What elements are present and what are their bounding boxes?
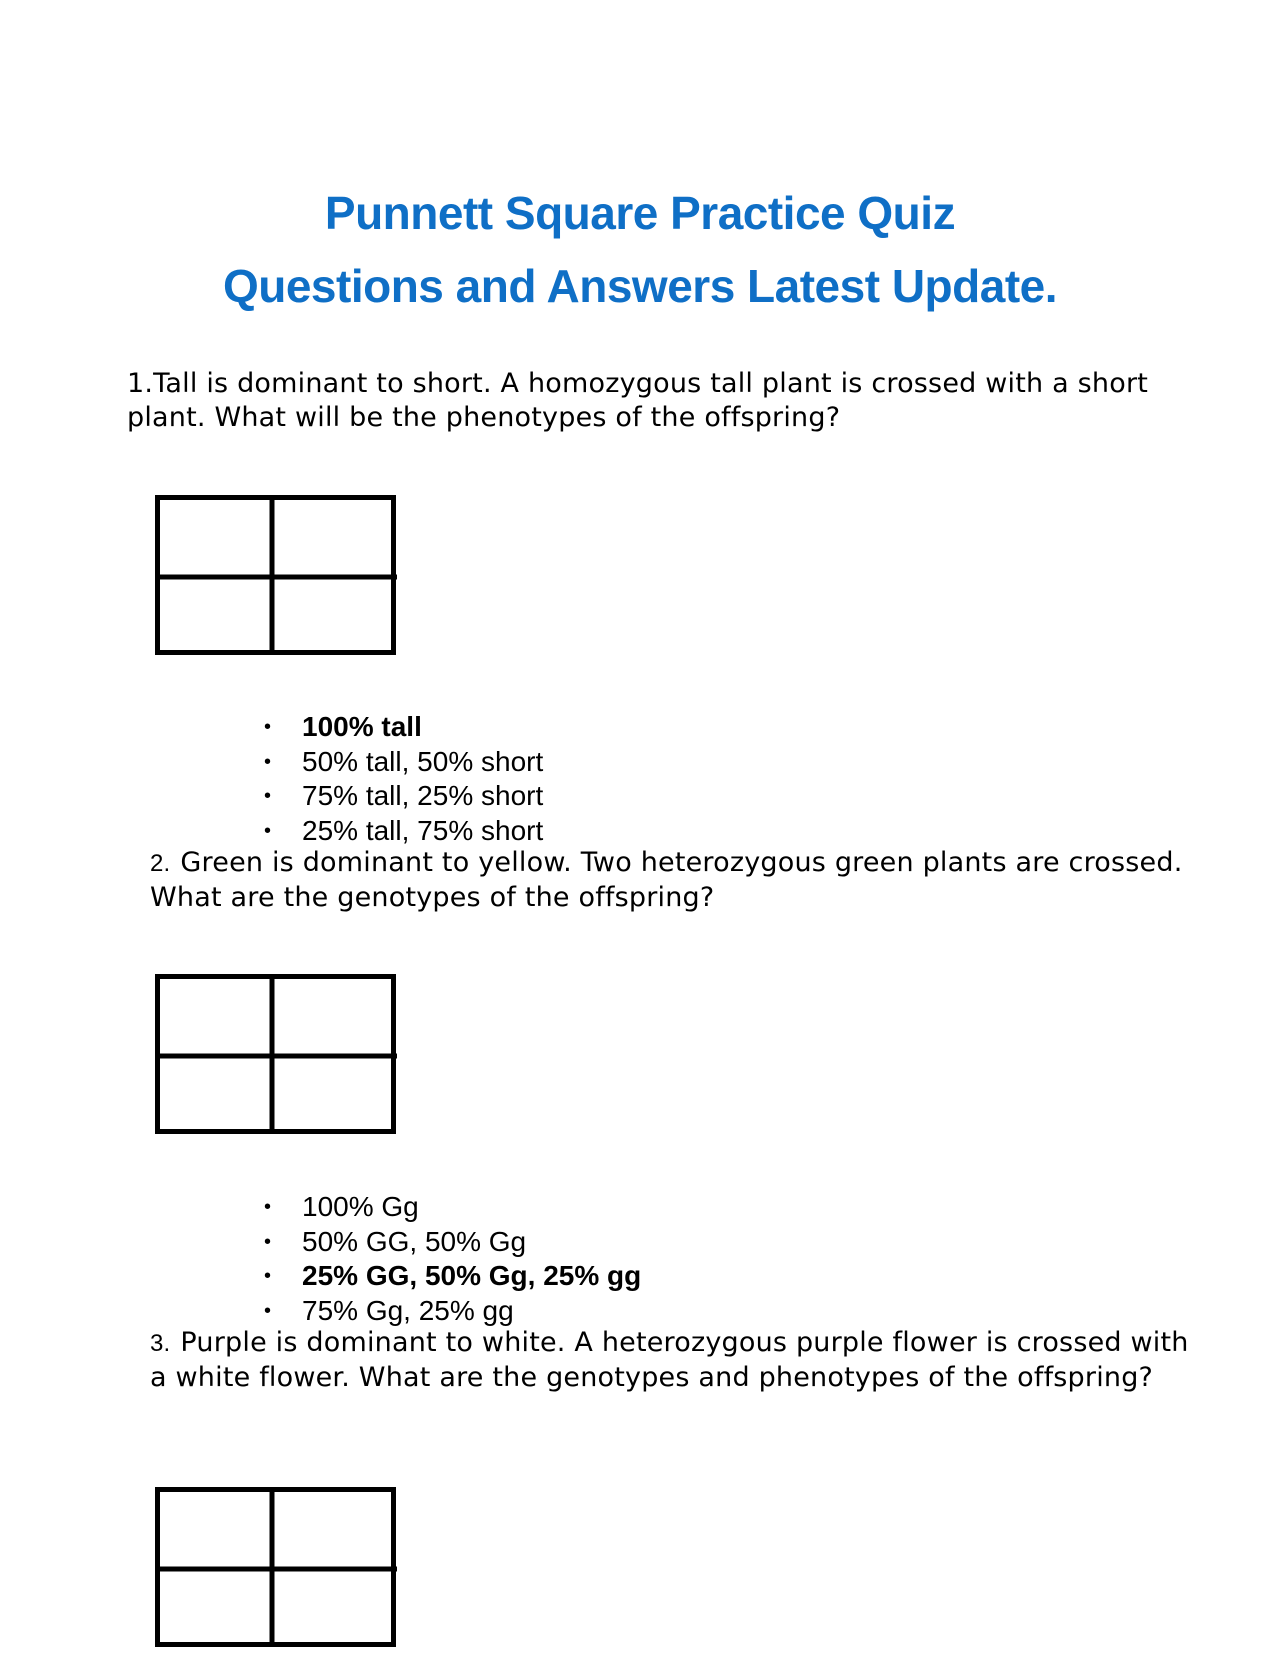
bullet-icon: • — [264, 716, 272, 738]
question-2 — [150, 846, 1210, 915]
question-text: Green is dominant to yellow. Two heterozygous green plants are crossed. What are the genotypes of the offspring? — [150, 847, 1183, 913]
punnett-square-2 — [155, 974, 398, 1134]
answer-option[interactable]: • 75% Gg, 25% gg — [262, 1294, 641, 1329]
question-text: Purple is dominant to white. A heterozygous purple flower is crossed with a white flower. What are the genotypes and phenotypes of the offspring? — [150, 1327, 1189, 1393]
punnett-square-1 — [155, 495, 398, 655]
bullet-icon: • — [264, 785, 272, 807]
answer-option[interactable]: • 100% Gg — [262, 1190, 641, 1225]
answer-options-2 — [262, 1190, 641, 1328]
answer-option[interactable]: • 100% tall — [262, 710, 543, 745]
question-3 — [150, 1326, 1210, 1395]
question-number: 3. — [150, 1330, 171, 1357]
answer-option[interactable]: • 50% tall, 50% short — [262, 745, 543, 780]
answer-options-1 — [262, 710, 543, 848]
question-number: 1. — [127, 368, 154, 399]
document-title-line1: Punnett Square Practice Quiz — [324, 187, 956, 239]
question-text: Tall is dominant to short. A homozygous tall plant is crossed with a short plant. What will be the phenotypes of the offspring? — [127, 368, 1149, 433]
document-title-line2: Questions and Answers Latest Update. — [222, 260, 1058, 312]
answer-option[interactable]: • 25% GG, 50% Gg, 25% gg — [262, 1259, 641, 1294]
bullet-icon: • — [264, 1196, 272, 1218]
punnett-square-3 — [155, 1487, 398, 1647]
bullet-icon: • — [264, 750, 272, 773]
bullet-icon: • — [264, 1265, 272, 1287]
bullet-icon: • — [264, 1299, 272, 1322]
answer-option[interactable]: • 75% tall, 25% short — [262, 779, 543, 814]
question-1 — [127, 367, 1187, 435]
bullet-icon: • — [264, 819, 272, 842]
question-number: 2. — [150, 850, 171, 877]
answer-option[interactable]: • 25% tall, 75% short — [262, 814, 543, 849]
answer-option[interactable]: • 50% GG, 50% Gg — [262, 1225, 641, 1260]
bullet-icon: • — [264, 1230, 272, 1253]
